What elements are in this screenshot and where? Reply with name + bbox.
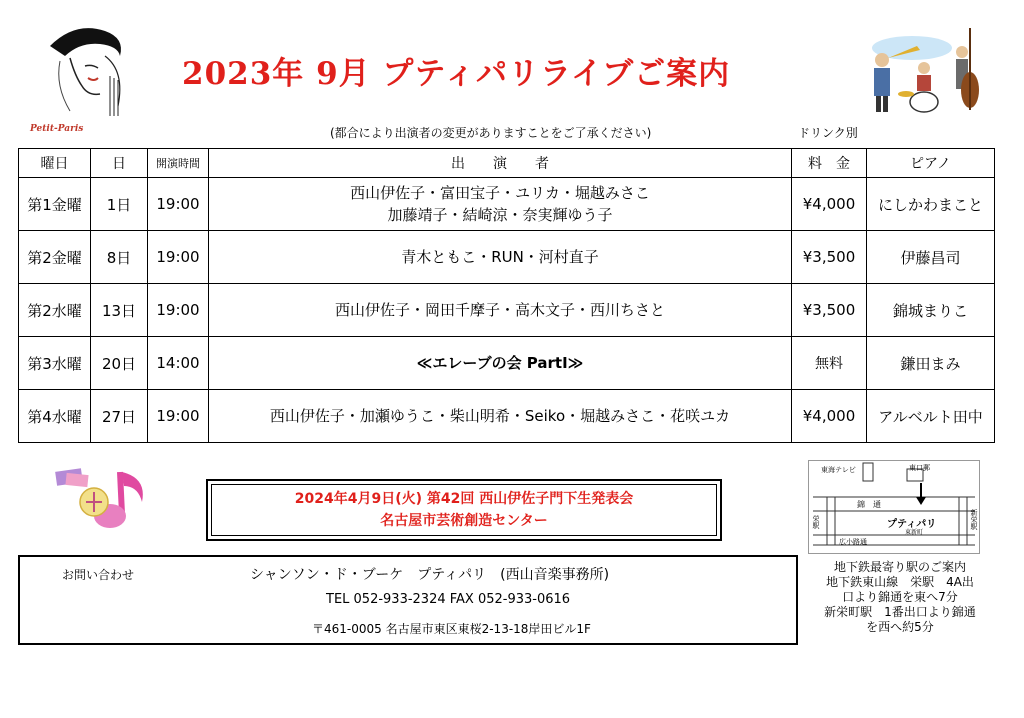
- directions-line: 地下鉄最寄り駅のご案内: [833, 560, 966, 574]
- table-row: [19, 178, 995, 231]
- event-line-venue: 名古屋市芸術創造センター: [380, 513, 548, 529]
- row-piano: 伊藤昌司: [867, 231, 995, 284]
- directions-text: [806, 560, 994, 635]
- header-price: 料 金: [792, 149, 867, 178]
- row-piano: 鎌田まみ: [867, 337, 995, 390]
- map-label-post: 東口郵: [909, 464, 930, 472]
- row-weekday: 第4水曜: [19, 390, 91, 443]
- header-date: 日: [91, 149, 148, 178]
- map-label-hirokoji: 広小路通: [839, 538, 867, 546]
- contact-phone: TEL 052-933-2324 FAX 052-933-0616: [326, 592, 571, 607]
- map-label-shinsakae: 新栄駅: [970, 509, 978, 530]
- directions-line: 地下鉄東山線 栄駅 4A出: [826, 575, 974, 589]
- map-label-sakae: 栄駅: [812, 515, 820, 529]
- map-label-higashi: 東新町: [905, 529, 924, 536]
- row-weekday: 第3水曜: [19, 337, 91, 390]
- row-date: 27日: [91, 390, 148, 443]
- row-time: 14:00: [148, 337, 209, 390]
- row-price: ¥4,000: [792, 178, 867, 231]
- row-time: 19:00: [148, 284, 209, 337]
- logo-text: Petit-Paris: [30, 124, 84, 134]
- row-weekday: 第1金曜: [19, 178, 91, 231]
- performers-line: 西山伊佐子・富田宝子・ユリカ・堀越みさこ: [350, 184, 650, 202]
- table-row: [19, 337, 995, 390]
- row-performers: 西山伊佐子・加瀬ゆうこ・柴山明希・Seiko・堀越みさこ・花咲ユカ: [209, 390, 792, 443]
- header-performers: 出 演 者: [209, 149, 792, 178]
- access-map: [808, 460, 980, 554]
- map-label-petit: プティパリ: [887, 519, 937, 530]
- page-title: 2023年 9月 プティパリライブご案内: [182, 56, 731, 92]
- row-date: 1日: [91, 178, 148, 231]
- contact-label: お問い合わせ: [62, 568, 135, 582]
- row-piano: にしかわまこと: [867, 178, 995, 231]
- event-line-date: 2024年4月9日(火) 第42回 西山伊佐子門下生発表会: [294, 491, 634, 507]
- row-weekday: 第2金曜: [19, 231, 91, 284]
- table-row: [19, 284, 995, 337]
- recital-event-box: [206, 479, 722, 541]
- row-price: 無料: [792, 337, 867, 390]
- row-piano: 錦城まりこ: [867, 284, 995, 337]
- row-time: 19:00: [148, 390, 209, 443]
- directions-line: 新栄町駅 1番出口より錦通: [824, 605, 976, 619]
- row-performers: 西山伊佐子・岡田千摩子・高木文子・西川ちさと: [209, 284, 792, 337]
- band-illustration: [862, 18, 990, 116]
- notice-text: (都合により出演者の変更がありますことをご了承ください): [330, 126, 652, 140]
- row-performers: [209, 178, 792, 231]
- row-price: ¥3,500: [792, 284, 867, 337]
- woman-logo-illustration: [30, 16, 140, 124]
- row-date: 13日: [91, 284, 148, 337]
- row-piano: アルベルト田中: [867, 390, 995, 443]
- drink-note: ドリンク別: [798, 126, 858, 140]
- table-header-row: [19, 149, 995, 178]
- row-time: 19:00: [148, 178, 209, 231]
- row-date: 8日: [91, 231, 148, 284]
- directions-line: を西へ約5分: [866, 620, 934, 634]
- header-piano: ピアノ: [867, 149, 995, 178]
- map-label-tv: 東海テレビ: [821, 466, 856, 474]
- performers-line: 加藤靖子・結崎涼・奈実輝ゆう子: [387, 206, 613, 224]
- header-time: 開演時間: [148, 149, 209, 178]
- row-price: ¥4,000: [792, 390, 867, 443]
- row-date: 20日: [91, 337, 148, 390]
- contact-address: 〒461-0005 名古屋市東区東桜2-13-18岸田ビル1F: [312, 622, 591, 636]
- schedule-table: [18, 148, 995, 443]
- row-performers: ≪エレーブの会 PartⅠ≫: [209, 337, 792, 390]
- table-row: [19, 231, 995, 284]
- row-weekday: 第2水曜: [19, 284, 91, 337]
- contact-box: [18, 555, 798, 645]
- map-label-kinshi: 錦 通: [857, 500, 881, 509]
- row-performers: 青木ともこ・RUN・河村直子: [209, 231, 792, 284]
- header-weekday: 曜日: [19, 149, 91, 178]
- music-note-illustration: [52, 464, 152, 536]
- directions-line: 口より錦通を東へ7分: [842, 590, 958, 604]
- table-row: [19, 390, 995, 443]
- contact-name: シャンソン・ド・ブーケ プティパリ (西山音楽事務所): [250, 567, 610, 583]
- row-price: ¥3,500: [792, 231, 867, 284]
- row-time: 19:00: [148, 231, 209, 284]
